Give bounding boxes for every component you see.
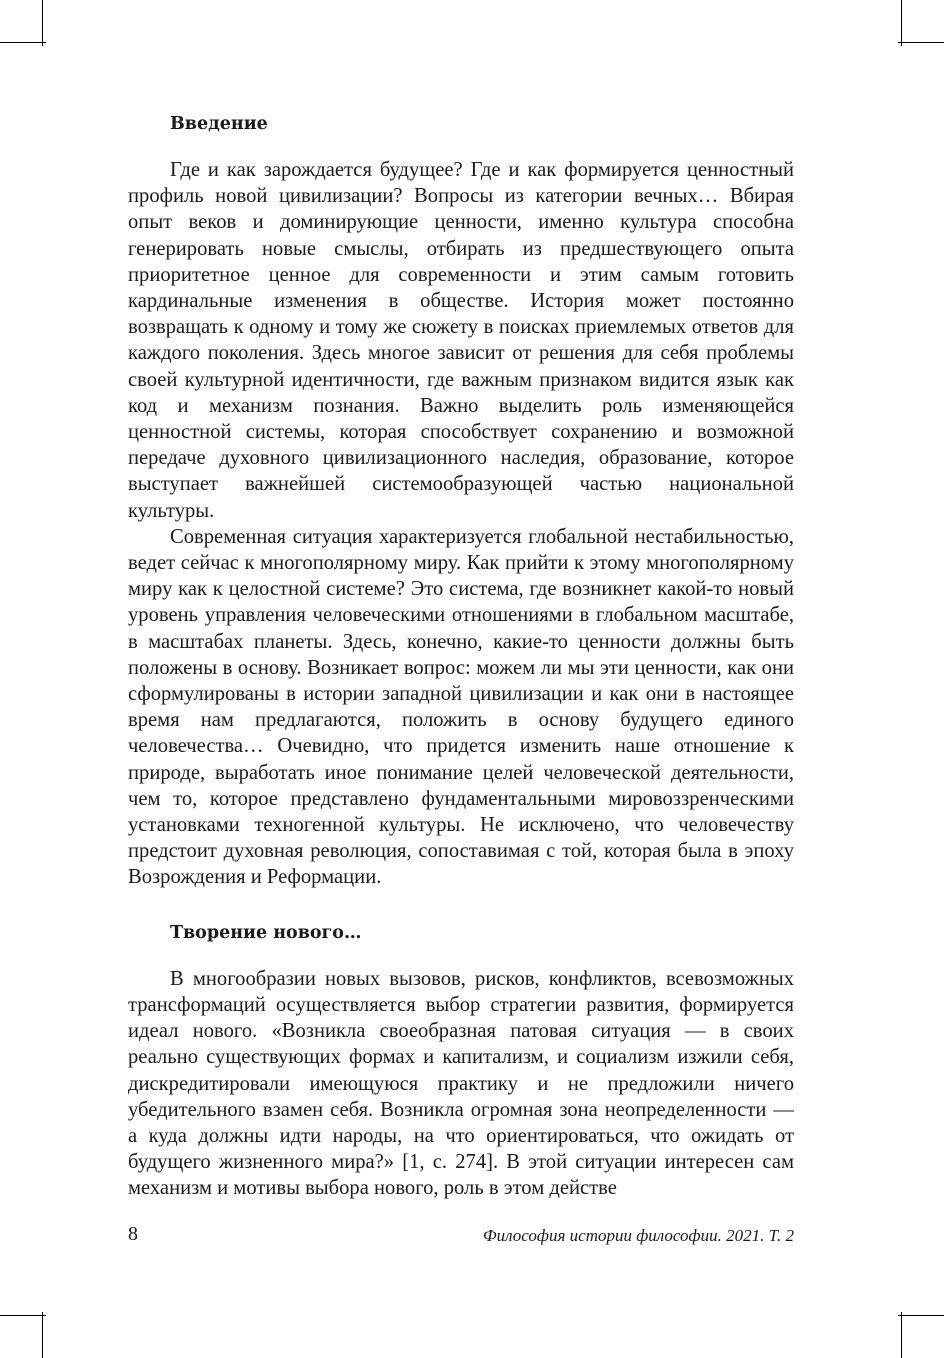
crop-mark-top-left-horizontal — [0, 42, 46, 43]
paragraph: Где и как зарождается будущее? Где и как формируется ценностный профиль новой цивилизации? Вопросы из категории вечных… Вбирая опыт веков и доминирующие ценности, именно культура способна генерировать новые смыслы, отбирать из предшествующего опыта приоритетное ценное для современности и этим самым готовить кардинальные изменения в обществе. История может постоянно возвращать к одному и тому же сюжету в поисках приемлемых ответов для каждого поколения. Здесь многое зависит от решения для себя проблемы своей культурной идентичности, где важным признаком видится язык как код и механизм познания. Важно выделить роль изменяющейся ценностной системы, которая способствует сохранению и возможной передаче духовного цивилизационного наследия, образование, которое выступает важнейшей системообразующей частью национальной культуры. — [128, 159, 794, 522]
crop-mark-bottom-left-vertical — [42, 1312, 43, 1358]
section-heading-introduction: Введение — [170, 114, 268, 134]
crop-mark-top-left-vertical — [42, 0, 43, 46]
page-body — [128, 112, 794, 1202]
paragraph: В многообразии новых вызовов, рисков, конфликтов, всевозможных трансформаций осуществляется выбор стратегии развития, формируется идеал нового. «Возникла своеобразная патовая ситуация — в своих реально существующих формах и капитализм, и социализм изжили себя, дискредитировали имеющуюся практику и не предложили ничего убедительного взамен себя. Возникла огромная зона неопределенности — а куда должны идти народы, на что ориентироваться, что ожидать от будущего жизненного мира?» [1, с. 274]. В этой ситуации интересен сам механизм и мотивы выбора нового, роль в этом действе — [128, 967, 794, 1200]
crop-mark-top-right-vertical — [901, 0, 902, 46]
paragraph: Современная ситуация характеризуется глобальной нестабильностью, ведет сейчас к многополярному миру. Как прийти к этому многополярному миру как к целостной системе? Это система, где возникнет какой-то новый уровень управления человеческими отношениями в глобальном масштабе, в масштабах планеты. Здесь, конечно, какие-то ценности должны быть положены в основу. Возникает вопрос: можем ли мы эти ценности, как они сформулированы в истории западной цивилизации и как они в настоящее время нам предлагаются, положить в основу будущего единого человечества… Очевидно, что придется изменить наше отношение к природе, выработать иное понимание целей человеческой деятельности, чем то, которое представлено фундаментальными мировоззренческими установками техногенной культуры. Не исключено, что человечеству предстоит духовная революция, сопоставимая с той, которая была в эпоху Возрождения и Реформации. — [128, 525, 794, 889]
crop-mark-bottom-right-vertical — [901, 1312, 902, 1358]
crop-mark-top-right-horizontal — [898, 42, 944, 43]
page-number: 8 — [128, 1223, 138, 1245]
running-footer-title: Философия истории философии. 2021. Т. 2 — [483, 1226, 794, 1245]
crop-mark-bottom-left-horizontal — [0, 1315, 46, 1316]
section-heading-creation: Творение нового… — [170, 922, 362, 943]
crop-mark-bottom-right-horizontal — [898, 1315, 944, 1316]
